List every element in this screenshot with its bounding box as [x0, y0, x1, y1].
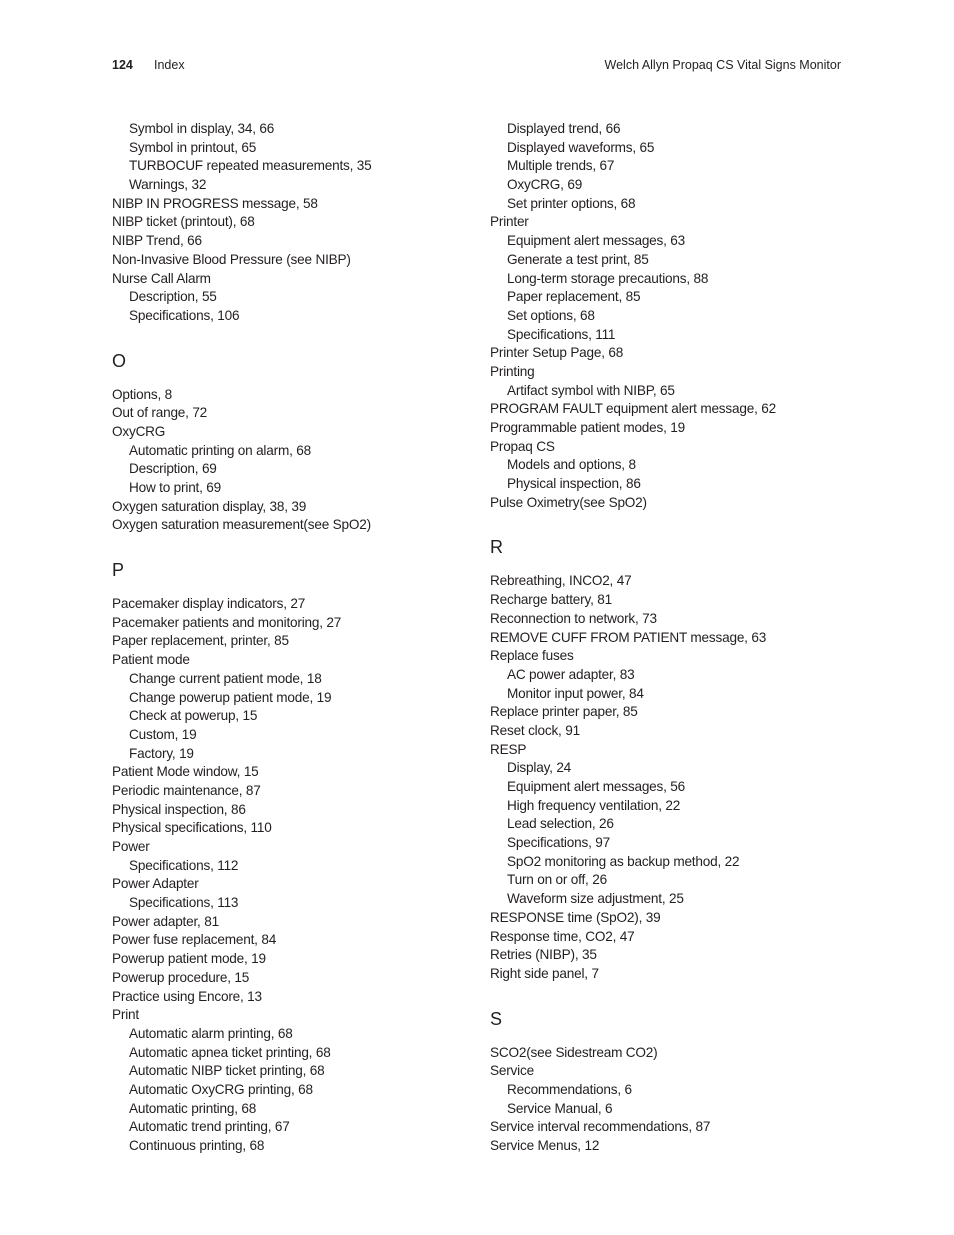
index-entry: Propaq CS	[490, 438, 555, 454]
index-entry: Replace printer paper, 85	[490, 704, 638, 720]
index-subentry: Artifact symbol with NIBP, 65	[507, 382, 675, 398]
index-entry: Replace fuses	[490, 648, 574, 664]
index-subentry: TURBOCUF repeated measurements, 35	[129, 158, 372, 174]
index-entry: Programmable patient modes, 19	[490, 420, 685, 435]
index-entry: NIBP IN PROGRESS message, 58	[112, 195, 318, 211]
index-subentry: Equipment alert messages, 63	[507, 233, 686, 249]
page-number: 124	[112, 58, 133, 72]
section-name: Index	[154, 58, 185, 72]
index-subentry: Description, 55	[129, 289, 217, 305]
index-entry: Power Adapter	[112, 876, 199, 892]
section-letter-heading: R	[490, 537, 503, 558]
index-entry: Pacemaker display indicators, 27	[112, 596, 306, 612]
index-subentry: Waveform size adjustment, 25	[507, 891, 684, 907]
index-subentry: Turn on or off, 26	[507, 872, 607, 888]
index-subentry: Displayed trend, 66	[507, 121, 621, 136]
index-subentry: OxyCRG, 69	[507, 177, 583, 193]
index-subentry: Automatic trend printing, 67	[129, 1119, 290, 1135]
index-entry: Options, 8	[112, 386, 172, 402]
index-subentry: Long-term storage precautions, 88	[507, 270, 709, 286]
index-subentry: Specifications, 113	[129, 895, 239, 911]
section-letter-heading: O	[112, 350, 126, 371]
index-subentry: Custom, 19	[129, 726, 197, 742]
index-entry: Nurse Call Alarm	[112, 270, 211, 286]
index-entry: Power	[112, 839, 150, 854]
index-column-right	[490, 120, 850, 1156]
index-entry: Right side panel, 7	[490, 965, 599, 981]
index-subentry: Service Manual, 6	[507, 1100, 613, 1116]
index-subentry: Continuous printing, 68	[129, 1138, 265, 1153]
index-entry: Oxygen saturation display, 38, 39	[112, 498, 307, 514]
index-subentry: Models and options, 8	[507, 457, 636, 473]
index-subentry: Description, 69	[129, 461, 217, 477]
index-entry: Pulse Oximetry(see SpO2)	[490, 494, 647, 510]
index-entry: Practice using Encore, 13	[112, 988, 262, 1004]
index-entry: Patient mode	[112, 652, 190, 668]
section-letter-heading: P	[112, 560, 124, 581]
index-subentry: Automatic OxyCRG printing, 68	[129, 1081, 313, 1097]
index-subentry: Warnings, 32	[129, 177, 207, 193]
index-entry: Non-Invasive Blood Pressure (see NIBP)	[112, 251, 351, 267]
index-subentry: Change powerup patient mode, 19	[129, 689, 332, 705]
book-title: Welch Allyn Propaq CS Vital Signs Monitor	[604, 58, 841, 72]
index-entry: RESP	[490, 741, 527, 757]
index-entry: Pacemaker patients and monitoring, 27	[112, 614, 342, 630]
index-subentry: Automatic NIBP ticket printing, 68	[129, 1063, 325, 1079]
index-entry: NIBP Trend, 66	[112, 233, 202, 249]
index-subentry: Set options, 68	[507, 307, 595, 323]
index-subentry: Symbol in printout, 65	[129, 139, 257, 155]
index-subentry: Recommendations, 6	[507, 1081, 632, 1097]
index-subentry: Change current patient mode, 18	[129, 670, 322, 686]
index-subentry: Paper replacement, 85	[507, 289, 641, 305]
index-entry: Power fuse replacement, 84	[112, 932, 277, 948]
index-entry: Retries (NIBP), 35	[490, 947, 597, 963]
index-entry: Reconnection to network, 73	[490, 610, 657, 626]
index-subentry: Automatic printing on alarm, 68	[129, 442, 311, 458]
index-subentry: Automatic apnea ticket printing, 68	[129, 1044, 331, 1060]
index-entry: Powerup procedure, 15	[112, 969, 250, 985]
index-subentry: High frequency ventilation, 22	[507, 797, 681, 813]
index-entry: Printer Setup Page, 68	[490, 345, 624, 361]
index-entry: Recharge battery, 81	[490, 592, 612, 608]
index-subentry: Displayed waveforms, 65	[507, 139, 655, 155]
index-entry: NIBP ticket (printout), 68	[112, 214, 255, 230]
index-entry: REMOVE CUFF FROM PATIENT message, 63	[490, 629, 767, 645]
index-entry: Physical inspection, 86	[112, 801, 246, 817]
index-subentry: Generate a test print, 85	[507, 251, 649, 267]
index-entry: RESPONSE time (SpO2), 39	[490, 909, 661, 925]
index-entry: Physical specifications, 110	[112, 820, 272, 836]
index-subentry: Check at powerup, 15	[129, 708, 258, 724]
index-subentry: AC power adapter, 83	[507, 666, 635, 682]
index-subentry: SpO2 monitoring as backup method, 22	[507, 853, 740, 869]
index-entry: Response time, CO2, 47	[490, 928, 635, 944]
index-entry: PROGRAM FAULT equipment alert message, 62	[490, 401, 776, 417]
index-subentry: Display, 24	[507, 760, 572, 776]
index-entry: Patient Mode window, 15	[112, 764, 259, 780]
section-letter-heading: S	[490, 1008, 502, 1029]
index-entry: Printer	[490, 214, 529, 230]
index-entry: Periodic maintenance, 87	[112, 782, 261, 798]
index-column-left	[112, 120, 472, 1156]
index-subentry: How to print, 69	[129, 480, 222, 495]
index-subentry: Set printer options, 68	[507, 195, 636, 211]
page-header	[112, 58, 841, 78]
index-subentry: Lead selection, 26	[507, 816, 614, 832]
index-entry: Power adapter, 81	[112, 913, 219, 929]
index-entry: Out of range, 72	[112, 405, 208, 421]
index-entry: Powerup patient mode, 19	[112, 951, 266, 967]
index-subentry: Monitor input power, 84	[507, 685, 644, 701]
index-subentry: Automatic alarm printing, 68	[129, 1025, 293, 1041]
index-subentry: Multiple trends, 67	[507, 158, 615, 174]
index-entry: Oxygen saturation measurement(see SpO2)	[112, 517, 371, 533]
index-subentry: Specifications, 112	[129, 857, 239, 873]
index-subentry: Specifications, 106	[129, 307, 240, 323]
index-subentry: Specifications, 97	[507, 835, 610, 851]
index-entry: Rebreathing, INCO2, 47	[490, 573, 632, 589]
index-subentry: Symbol in display, 34, 66	[129, 121, 275, 136]
index-entry: Service	[490, 1063, 534, 1079]
index-entry: Service interval recommendations, 87	[490, 1119, 711, 1135]
index-subentry: Factory, 19	[129, 745, 194, 761]
index-entry: OxyCRG	[112, 423, 166, 439]
index-entry: Print	[112, 1007, 139, 1023]
index-subentry: Automatic printing, 68	[129, 1100, 257, 1116]
index-subentry: Specifications, 111	[507, 326, 616, 342]
index-entry: Reset clock, 91	[490, 722, 580, 738]
index-entry: SCO2(see Sidestream CO2)	[490, 1044, 658, 1060]
index-entry: Printing	[490, 363, 535, 379]
index-entry: Paper replacement, printer, 85	[112, 633, 289, 649]
index-entry: Service Menus, 12	[490, 1138, 600, 1153]
index-subentry: Physical inspection, 86	[507, 476, 641, 492]
index-subentry: Equipment alert messages, 56	[507, 779, 686, 794]
